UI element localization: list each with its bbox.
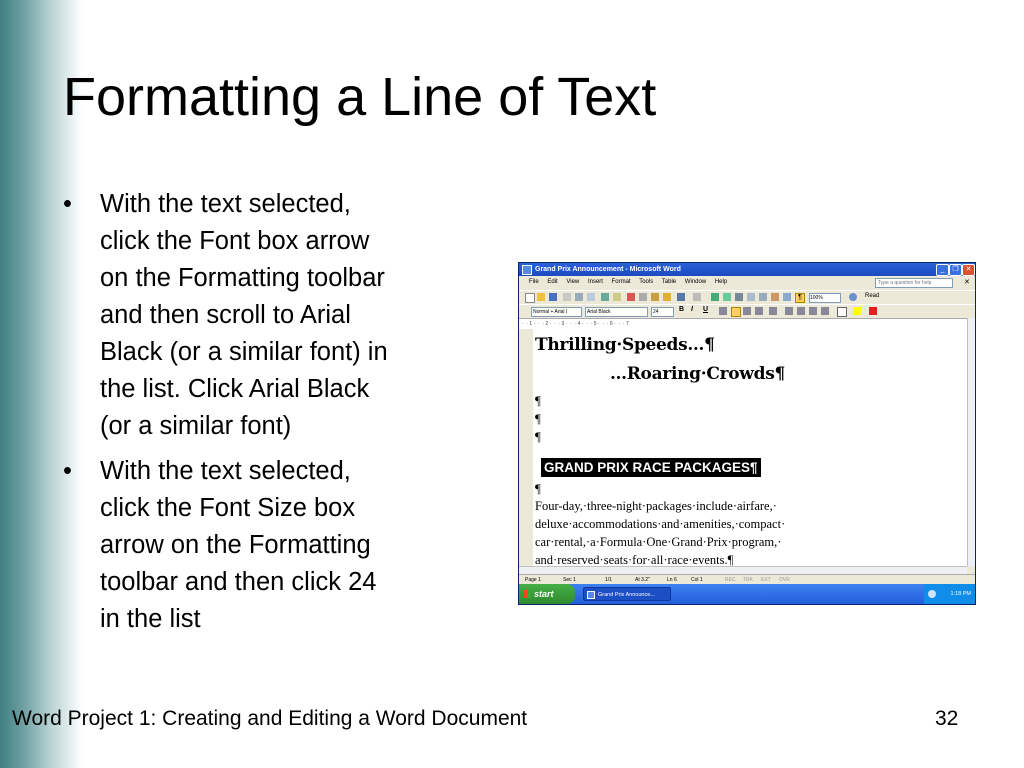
headline-line-1: Thrilling·Speeds…¶	[535, 335, 715, 355]
start-button[interactable]	[519, 584, 575, 604]
body-line: and·reserved·seats·for·all·race·events.¶	[535, 553, 734, 566]
menu-tools[interactable]: Tools	[639, 279, 654, 285]
word-doc-icon	[587, 591, 595, 599]
paragraph-mark: ¶	[535, 393, 541, 408]
menu-format[interactable]: Format	[611, 279, 631, 285]
format-painter-icon[interactable]	[663, 293, 671, 301]
copy-icon[interactable]	[639, 293, 647, 301]
columns-icon[interactable]	[759, 293, 767, 301]
font-color-icon[interactable]	[869, 307, 877, 315]
paste-icon[interactable]	[651, 293, 659, 301]
align-left-icon[interactable]	[719, 307, 727, 315]
word-window-title: Grand Prix Announcement - Microsoft Word	[535, 266, 681, 273]
menu-view[interactable]: View	[566, 279, 580, 285]
menu-window[interactable]: Window	[684, 279, 707, 285]
system-tray	[924, 584, 975, 604]
slide-number: 32	[935, 707, 959, 730]
body-line: car·rental,·a·Formula·One·Grand·Prix·program,·	[535, 535, 782, 549]
show-hide-pilcrow-icon[interactable]: ¶	[795, 293, 805, 303]
tables-borders-icon[interactable]	[723, 293, 731, 301]
drawing-icon[interactable]	[771, 293, 779, 301]
vertical-ruler	[519, 329, 533, 566]
status-trk[interactable]: TRK	[743, 577, 753, 583]
status-ext[interactable]: EXT	[761, 577, 771, 583]
open-folder-icon[interactable]	[537, 293, 545, 301]
status-ovr[interactable]: OVR	[779, 577, 790, 583]
underline-button[interactable]: U	[703, 306, 709, 313]
bullet-line: Black (or a similar font) in	[100, 338, 388, 366]
highlight-icon[interactable]	[853, 307, 861, 315]
permission-icon[interactable]	[563, 293, 571, 301]
bullet-line: the list. Click Arial Black	[100, 375, 370, 403]
menu-bar	[519, 276, 975, 289]
bullet-line: on the Formatting toolbar	[100, 264, 385, 292]
bullets-icon[interactable]	[797, 307, 805, 315]
slide-title: Formatting a Line of Text	[63, 67, 657, 127]
menu-file[interactable]: File	[529, 279, 539, 285]
insert-table-icon[interactable]	[735, 293, 743, 301]
status-line: Ln 6	[667, 577, 677, 583]
center-icon[interactable]	[731, 307, 741, 317]
status-pages: 1/1	[605, 577, 612, 583]
bullet-line: toolbar and then click 24	[100, 568, 377, 596]
standard-toolbar	[519, 290, 975, 304]
font-size-box[interactable]: 24	[651, 307, 674, 317]
justify-icon[interactable]	[755, 307, 763, 315]
bullet-line: in the list	[100, 605, 201, 633]
redo-icon[interactable]	[693, 293, 701, 301]
maximize-button[interactable]: ❐	[949, 264, 962, 276]
undo-icon[interactable]	[677, 293, 685, 301]
status-column: Col 1	[691, 577, 703, 583]
bullet-line: With the text selected,	[100, 190, 351, 218]
help-icon[interactable]	[849, 293, 857, 301]
clock: 1:18 PM	[950, 591, 971, 597]
menu-table[interactable]: Table	[661, 279, 677, 285]
align-right-icon[interactable]	[743, 307, 751, 315]
paragraph-mark: ¶	[535, 429, 541, 444]
menu-help[interactable]: Help	[714, 279, 728, 285]
taskbar-item-word[interactable]	[583, 587, 671, 601]
status-at: At 3.2"	[635, 577, 650, 583]
paragraph-mark: ¶	[535, 411, 541, 426]
border-icon[interactable]	[837, 307, 847, 317]
minimize-button[interactable]: _	[936, 264, 949, 276]
status-rec[interactable]: REC	[725, 577, 736, 583]
help-search-input[interactable]: Type a question for help	[875, 278, 953, 288]
numbering-icon[interactable]	[785, 307, 793, 315]
windows-taskbar	[519, 584, 975, 604]
style-box[interactable]: Normal + Arial I	[531, 307, 582, 317]
start-label: start	[534, 589, 554, 599]
document-map-icon[interactable]	[783, 293, 791, 301]
taskbar-item-label: Grand Prix Announce...	[598, 592, 655, 598]
bold-button[interactable]: B	[679, 306, 685, 313]
line-spacing-icon[interactable]	[769, 307, 777, 315]
print-icon[interactable]	[575, 293, 583, 301]
formatting-toolbar	[519, 304, 975, 318]
paragraph-mark: ¶	[535, 481, 541, 496]
footer-text: Word Project 1: Creating and Editing a Word Document	[12, 707, 528, 730]
bullet-line: (or a similar font)	[100, 412, 292, 440]
body-line: Four-day,·three-night·packages·include·airfare,·	[535, 499, 777, 513]
tray-icon[interactable]	[928, 590, 936, 598]
increase-indent-icon[interactable]	[821, 307, 829, 315]
close-button[interactable]: ✕	[962, 264, 975, 276]
save-icon[interactable]	[549, 293, 557, 301]
decrease-indent-icon[interactable]	[809, 307, 817, 315]
doc-close-icon[interactable]: ✕	[964, 279, 970, 286]
bullet-item-2	[60, 453, 500, 638]
bullet-dot: •	[63, 457, 72, 485]
document-area[interactable]	[533, 329, 967, 566]
selected-heading: GRAND PRIX RACE PACKAGES¶	[541, 458, 761, 477]
word-app-icon	[522, 265, 532, 275]
zoom-box[interactable]: 100%	[809, 293, 841, 303]
hyperlink-icon[interactable]	[711, 293, 719, 301]
bullet-line: With the text selected,	[100, 457, 351, 485]
status-section: Sec 1	[563, 577, 576, 583]
bullet-item-1	[60, 186, 500, 445]
vertical-scrollbar[interactable]	[967, 318, 976, 566]
menu-insert[interactable]: Insert	[587, 279, 603, 285]
status-page: Page 1	[525, 577, 541, 583]
bullet-line: arrow on the Formatting	[100, 531, 371, 559]
new-document-icon[interactable]	[525, 293, 535, 303]
windows-flag-icon	[523, 590, 531, 598]
horizontal-ruler[interactable]: · · 1 · · · 2 · · · 3 · · · 4 · · · 5 · · · 6 · · · 7	[519, 318, 967, 329]
bullet-line: click the Font box arrow	[100, 227, 370, 255]
insert-excel-icon[interactable]	[747, 293, 755, 301]
italic-button[interactable]: I	[691, 306, 693, 313]
read-button[interactable]: Read	[865, 293, 880, 299]
bullet-line: and then scroll to Arial	[100, 301, 351, 329]
cut-icon[interactable]	[627, 293, 635, 301]
font-box[interactable]: Arial Black	[585, 307, 648, 317]
body-line: deluxe·accommodations·and·amenities,·compact·	[535, 517, 786, 531]
spelling-icon[interactable]	[601, 293, 609, 301]
word-screenshot	[518, 262, 976, 605]
bullet-list	[60, 186, 500, 646]
print-preview-icon[interactable]	[587, 293, 595, 301]
bullet-line: click the Font Size box	[100, 494, 356, 522]
headline-line-2: …Roaring·Crowds¶	[610, 364, 785, 384]
menu-edit[interactable]: Edit	[547, 279, 558, 285]
word-title-bar	[519, 263, 975, 276]
research-icon[interactable]	[613, 293, 621, 301]
bullet-dot: •	[63, 190, 72, 218]
